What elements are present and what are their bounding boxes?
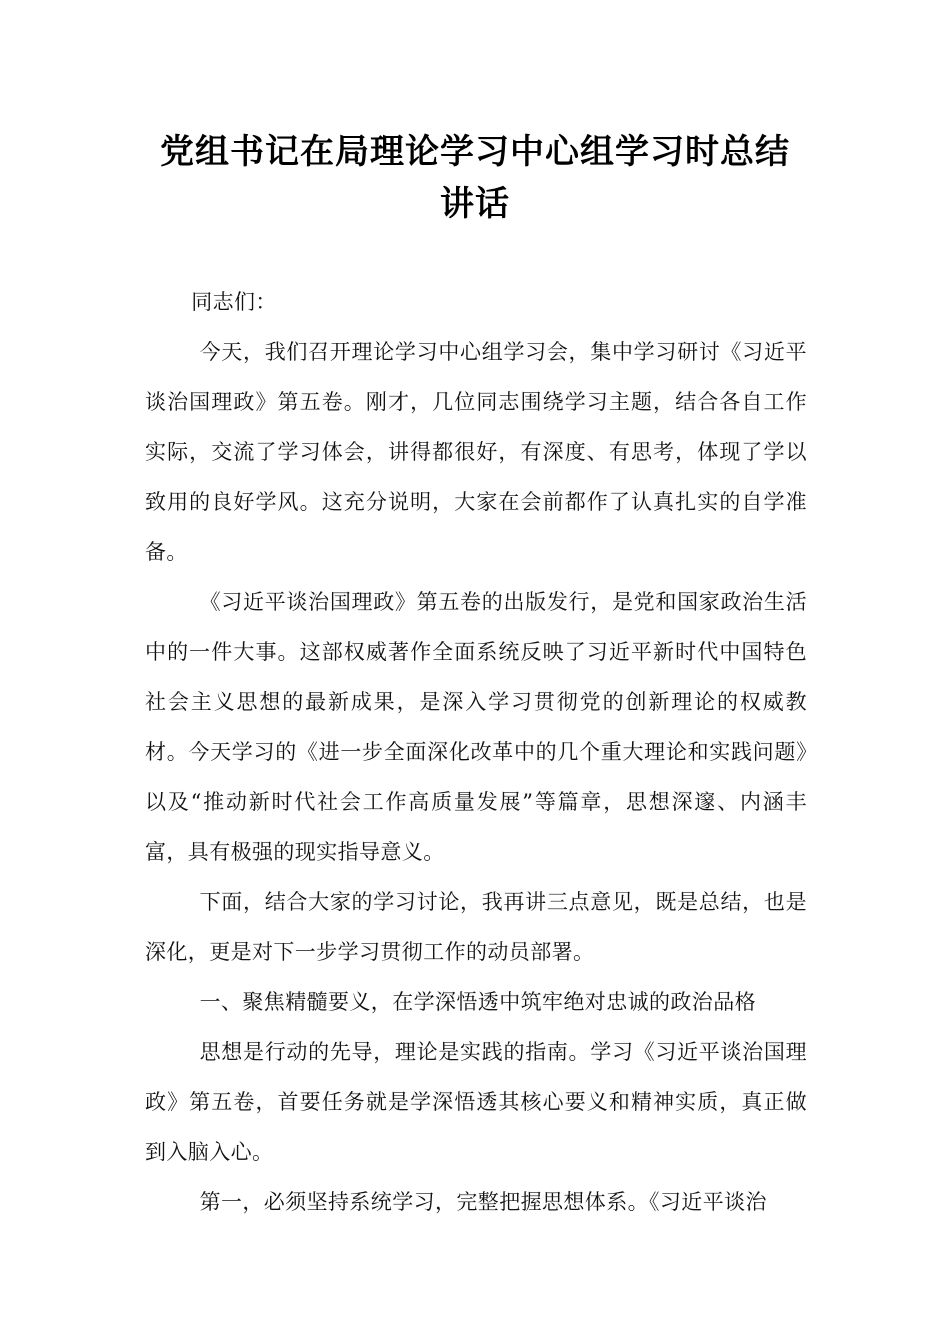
salutation: 同志们： [191,290,277,314]
title-line-1: 党组书记在局理论学习中心组学习时总结 [160,132,790,172]
paragraph-transition: 下面，结合大家的学习讨论，我再讲三点意见，既是总结，也是深化，更是对下一步学习贯彻工作的动员部署。 [145,890,807,964]
title-line-2: 讲话 [440,184,510,224]
document-title [120,126,830,230]
paragraph-opening: 今天，我们召开理论学习中心组学习会，集中学习研讨《习近平谈治国理政》第五卷。刚才，几位同志围绕学习主题，结合各自工作实际，交流了学习体会，讲得都很好，有深度、有思考，体现了学以致用的良好学风。这充分说明，大家在会前都作了认真扎实的自学准备。 [145,340,807,564]
paragraph-section-1-intro: 思想是行动的先导，理论是实践的指南。学习《习近平谈治国理政》第五卷，首要任务就是学深悟透其核心要义和精神实质，真正做到入脑入心。 [145,1040,807,1164]
paragraph-significance: 《习近平谈治国理政》第五卷的出版发行，是党和国家政治生活中的一件大事。这部权威著作全面系统反映了习近平新时代中国特色社会主义思想的最新成果，是深入学习贯彻党的创新理论的权威教材。今天学习的《进一步全面深化改革中的几个重大理论和实践问题》以及“推动新时代社会工作高质量发展”等篇章，思想深邃、内涵丰富，具有极强的现实指导意义。 [145,590,807,864]
document-body [145,277,807,1227]
paragraph-point-1: 第一，必须坚持系统学习，完整把握思想体系。《习近平谈治 [199,1190,767,1214]
section-heading-1: 一、聚焦精髓要义，在学深悟透中筑牢绝对忠诚的政治品格 [199,990,756,1014]
